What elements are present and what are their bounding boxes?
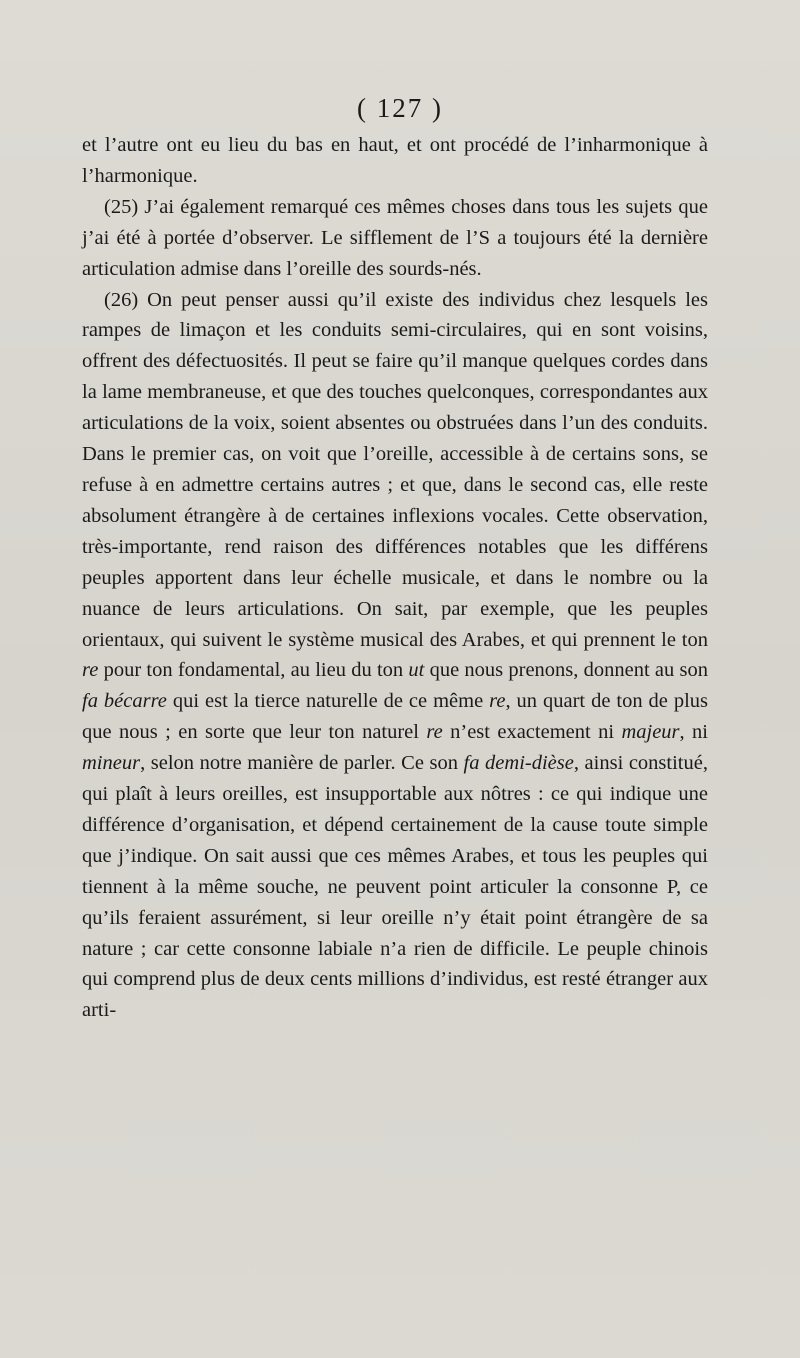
text-run: , un quart de ton de plus que nous ; en sorte que leur ton naturel <box>82 690 708 744</box>
paragraph <box>82 285 708 1027</box>
text-run: (26) On peut penser aussi qu’il existe des individus chez lesquels les rampes de limaçon et les conduits semi-circulaires, qui en sont voisins, offrent des défectuosités. Il peut se faire qu’il manque quelques cordes dans la lame membraneuse, et que des touches quelconques, correspondantes aux articulations de la voix, soient absentes ou obstruées dans l’un des conduits. Dans le premier cas, on voit que l’oreille, accessible à de certains sons, se refuse à en admettre certains autres ; et que, dans le second cas, elle reste absolument étrangère à de certaines inflexions vocales. Cette observation, très-importante, rend raison des différences notables que les différens peuples apportent dans leur échelle musicale, et dans le nombre ou la nuance de leurs articulations. On sait, par exemple, que les peuples orientaux, qui suivent le système musical des Arabes, et qui prennent le ton <box>82 288 708 651</box>
italic-text: ut <box>408 659 425 682</box>
paragraph <box>82 130 708 192</box>
text-run: , selon notre manière de parler. Ce son <box>140 752 464 775</box>
paragraph <box>82 192 708 285</box>
text-run: (25) J’ai également remarqué ces mêmes choses dans tous les sujets que j’ai été à portée d’observer. Le sifflement de l’S a toujours été la dernière articulation admise dans l’oreille des sourds-nés. <box>82 195 708 280</box>
text-run: et l’autre ont eu lieu du bas en haut, et ont procédé de l’inharmonique à l’harmonique. <box>82 134 708 187</box>
italic-text: mineur <box>82 752 141 775</box>
body-text <box>82 130 708 1026</box>
text-run: pour ton fondamental, au lieu du ton <box>98 659 409 682</box>
italic-text: re <box>426 721 443 744</box>
italic-text: fa demi-dièse <box>463 752 574 775</box>
text-run: que nous prenons, donnent au son <box>424 659 708 682</box>
italic-text: re <box>82 659 99 682</box>
text-run: , ainsi constitué, qui plaît à leurs oreilles, est insupportable aux nôtres : ce qui indique une différence d’organisation, et dépend certainement de la cause toute simple que j’indique. On sait aussi que ces mêmes Arabes, et tous les peuples qui tiennent à la même souche, ne peuvent point articuler la consonne P, ce qu’ils feraient assurément, si leur oreille n’y était point étrangère de sa nature ; car cette consonne labiale n’a rien de difficile. Le peuple chinois qui comprend plus de deux cents millions d’individus, est resté étranger aux arti- <box>82 752 708 1022</box>
italic-text: fa bécarre <box>82 690 167 713</box>
text-run: , ni <box>679 721 708 744</box>
italic-text: re <box>489 690 506 713</box>
page-number: ( 127 ) <box>357 93 443 123</box>
text-run: n’est exactement ni <box>442 721 622 744</box>
italic-text: majeur <box>621 721 680 744</box>
text-run: qui est la tierce naturelle de ce même <box>166 690 490 713</box>
